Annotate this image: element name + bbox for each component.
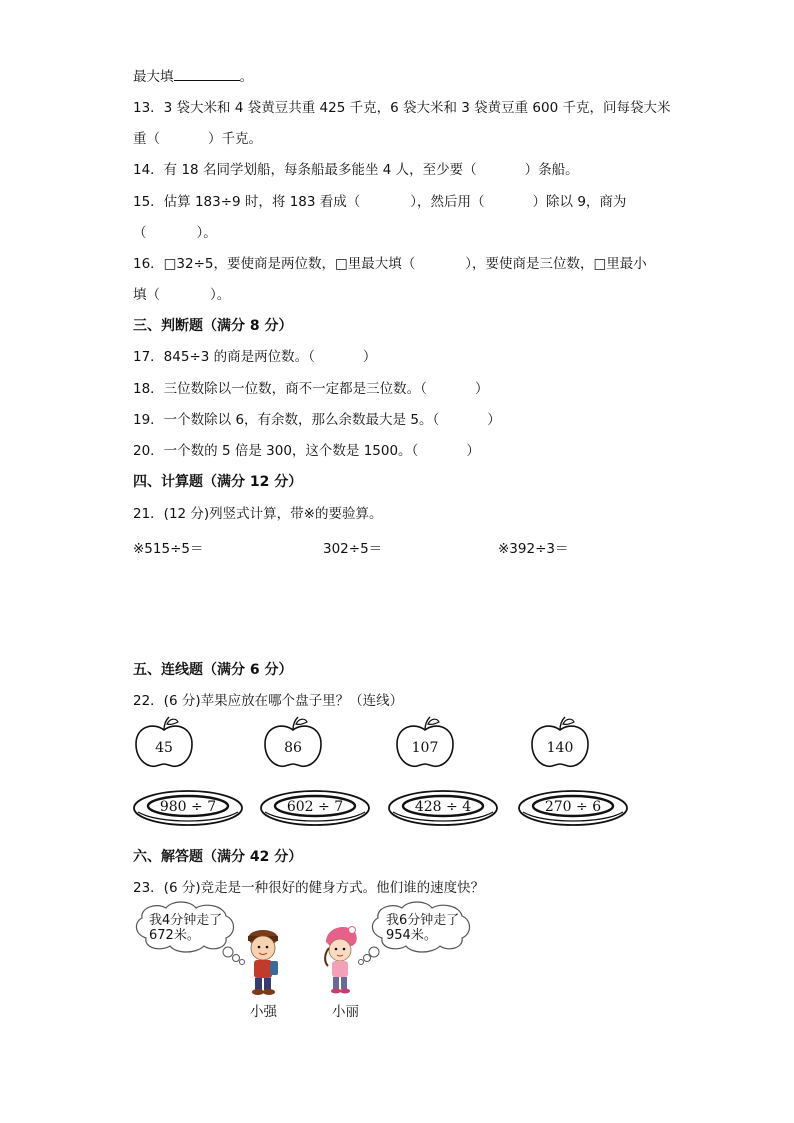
bubble-left-text: 我4分钟走了 672米。 <box>149 913 223 943</box>
q13-line1: 13．3 袋大米和 4 袋黄豆共重 425 千克，6 袋大米和 3 袋黄豆重 600 千克，问每袋大米 <box>133 100 671 116</box>
plate-expression: 428 ÷ 4 <box>414 799 472 815</box>
apple-number: 140 <box>546 740 574 756</box>
calc-1: ※515÷5＝ <box>133 541 204 557</box>
q12-tail: 最大填 。 <box>133 69 253 85</box>
apple-number: 86 <box>284 740 302 756</box>
q16-line1: 16．□32÷5，要使商是两位数，□里最大填（ ），要使商是三位数，□里最小 <box>133 256 647 272</box>
name-xiaoqiang: 小强 <box>250 1004 277 1020</box>
q23: 23．(6 分)竞走是一种很好的健身方式。他们谁的速度快？ <box>133 880 485 896</box>
name-xiaoli: 小丽 <box>332 1004 359 1020</box>
q13-line2: 重（ ）千克。 <box>133 131 262 147</box>
q22: 22．(6 分)苹果应放在哪个盘子里？（连线） <box>133 693 404 709</box>
calc-2: 302÷5＝ <box>323 541 383 557</box>
calc-3: ※392÷3＝ <box>498 541 569 557</box>
section-title-matching: 五、连线题（满分 6 分） <box>133 662 293 678</box>
section-title-calculation: 四、计算题（满分 12 分） <box>133 474 303 490</box>
q14: 14．有 18 名同学划船，每条船最多能坐 4 人，至少要（ ）条船。 <box>133 162 579 178</box>
q20: 20．一个数的 5 倍是 300，这个数是 1500。（ ） <box>133 443 480 459</box>
section-title-answers: 六、解答题（满分 42 分） <box>133 849 303 865</box>
q21: 21．(12 分)列竖式计算，带※的要验算。 <box>133 506 383 522</box>
apple-number: 45 <box>155 740 173 756</box>
section-title-judgment: 三、判断题（满分 8 分） <box>133 318 293 334</box>
apple-number: 107 <box>411 740 439 756</box>
q17: 17．845÷3 的商是两位数。（ ） <box>133 349 377 365</box>
answer-blank[interactable] <box>174 67 240 81</box>
plate-expression: 980 ÷ 7 <box>159 799 217 815</box>
q16-line2: 填（ ）。 <box>133 287 231 303</box>
q19: 19．一个数除以 6，有余数，那么余数最大是 5。（ ） <box>133 412 501 428</box>
q15-line2: （ ）。 <box>133 225 217 241</box>
boy-figure-icon <box>248 930 278 995</box>
girl-figure-icon <box>325 927 357 994</box>
plate-expression: 270 ÷ 6 <box>544 799 602 815</box>
bubble-right-text: 我6分钟走了 954米。 <box>386 913 460 943</box>
q18: 18．三位数除以一位数，商不一定都是三位数。（ ） <box>133 381 489 397</box>
apples-and-plates <box>0 716 794 836</box>
plate-expression: 602 ÷ 7 <box>286 799 344 815</box>
q15-line1: 15．估算 183÷9 时，将 183 看成（ ），然后用（ ）除以 9，商为 <box>133 194 627 210</box>
